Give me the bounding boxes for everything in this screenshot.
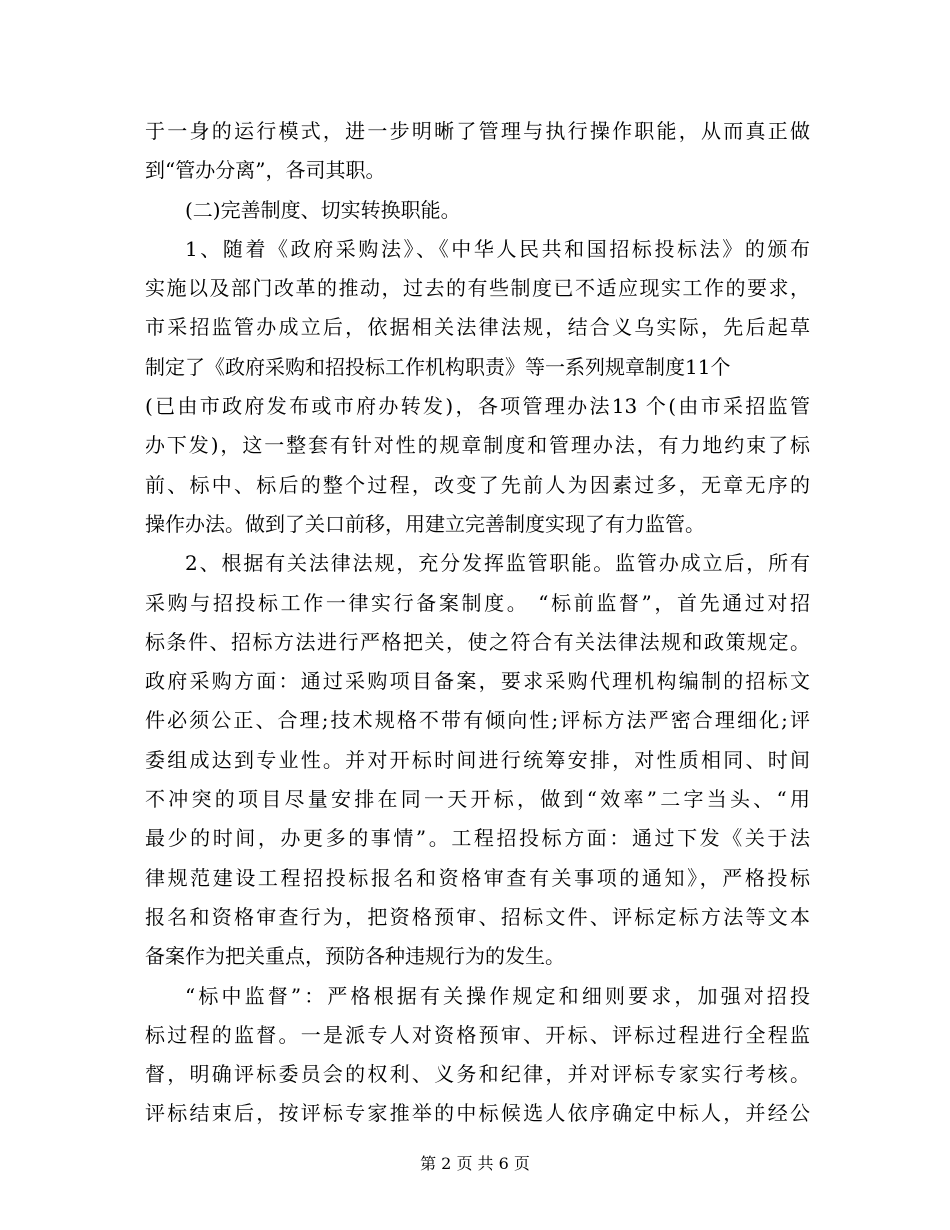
- document-body: [145, 112, 810, 1134]
- text-line: 评标结束后，按评标专家推举的中标候选人依序确定中标人，并经公: [145, 1101, 810, 1126]
- text-line: 报名和资格审查行为，把资格预审、招标文件、评标定标方法等文本: [145, 904, 810, 929]
- text-line: 实施以及部门改革的推动，过去的有些制度已不适应现实工作的要求，: [145, 276, 810, 301]
- text-line: 律规范建设工程招投标报名和资格审查有关事项的通知》，严格投标: [145, 865, 810, 890]
- text-line: 采购与招投标工作一律实行备案制度。 “标前监督”，首先通过对招: [145, 590, 810, 615]
- text-line: 办下发)，这一整套有针对性的规章制度和管理办法，有力地约束了标: [145, 433, 810, 458]
- text-line: 件必须公正、合理;技术规格不带有倾向性;评标方法严密合理细化;评: [145, 708, 810, 733]
- text-line: 市采招监管办成立后，依据相关法律法规，结合义乌实际，先后起草: [145, 315, 810, 340]
- text-line: 标条件、招标方法进行严格把关，使之符合有关法律法规和政策规定。: [145, 629, 810, 654]
- text-line: 备案作为把关重点，预防各种违规行为的发生。: [145, 944, 565, 969]
- text-line: 于一身的运行模式，进一步明晰了管理与执行操作职能，从而真正做: [145, 119, 810, 143]
- text-line: (已由市政府发布或市府办转发)，各项管理办法13 个(由市采招监管: [145, 394, 810, 419]
- text-line: 委组成达到专业性。并对开标时间进行统筹安排，对性质相同、时间: [145, 747, 810, 772]
- text-line: 制定了《政府采购和招投标工作机构职责》等一系列规章制度11个: [145, 354, 731, 379]
- text-line: 不冲突的项目尽量安排在同一天开标，做到“效率”二字当头、“用: [145, 787, 810, 812]
- text-line: “标中监督”：严格根据有关操作规定和细则要求，加强对招投: [185, 983, 810, 1008]
- text-line: 到“管办分离”，各司其职。: [145, 158, 386, 183]
- text-line: 督，明确评标委员会的权利、义务和纪律，并对评标专家实行考核。: [145, 1062, 810, 1087]
- text-line: (二)完善制度、切实转换职能。: [185, 197, 461, 222]
- text-line: 操作办法。做到了关口前移，用建立完善制度实现了有力监管。: [145, 511, 705, 536]
- page-number-footer: 第 2 页 共 6 页: [420, 1154, 530, 1173]
- text-line: 前、标中、标后的整个过程，改变了先前人为因素过多，无章无序的: [145, 472, 810, 497]
- text-line: 标过程的监督。一是派专人对资格预审、开标、评标过程进行全程监: [145, 1022, 810, 1047]
- text-line: 1、随着《政府采购法》、《中华人民共和国招标投标法》的颁布: [185, 236, 810, 261]
- text-line: 最少的时间，办更多的事情”。工程招投标方面：通过下发《关于法: [145, 826, 810, 851]
- text-line: 2、根据有关法律法规，充分发挥监管职能。监管办成立后，所有: [185, 551, 810, 576]
- text-line: 政府采购方面：通过采购项目备案，要求采购代理机构编制的招标文: [145, 669, 810, 694]
